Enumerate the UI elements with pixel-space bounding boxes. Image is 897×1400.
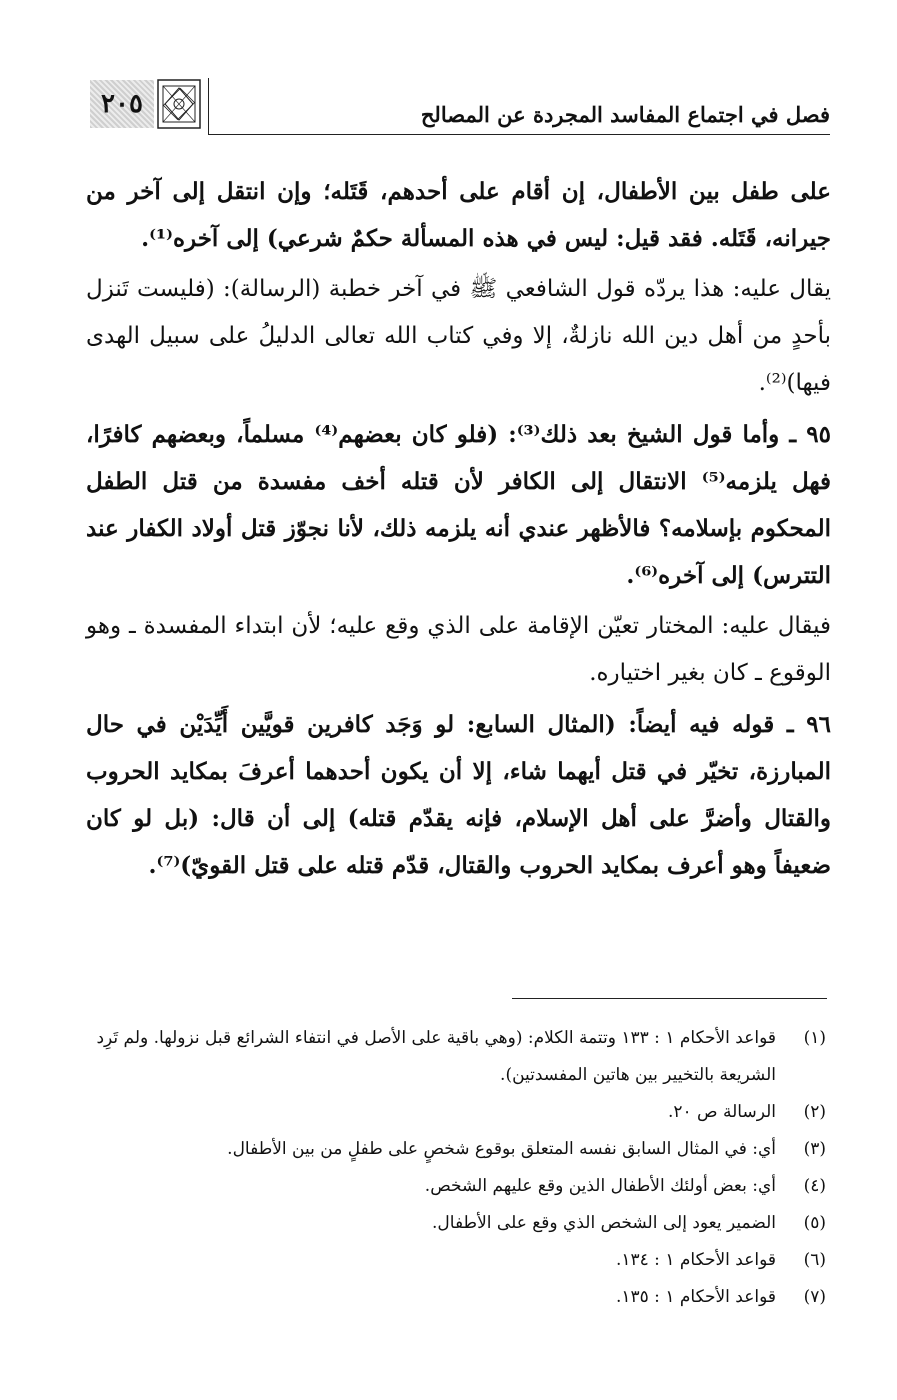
paragraph: ٩٥ ـ وأما قول الشيخ بعد ذلك⁽³⁾: (فلو كان بعضهم⁽⁴⁾ مسلماً، وبعضهم كافرًا، فهل يلزمه⁽⁵⁾ الانتقال إلى الكافر لأن قتله أخف مفسدة من قتل الطفل المحكوم بإسلامه؟ فالأظهر عندي أنه يلزمه ذلك، لأنا نجوّز قتل أولاد الكفار عند التترس) إلى آخره⁽⁶⁾. <box>86 421 832 589</box>
footnote <box>86 1020 826 1094</box>
geometric-ornament-icon <box>156 78 202 130</box>
footnote <box>86 1131 826 1168</box>
footnote-text: قواعد الأحكام ١ : ١٣٤. <box>615 1250 776 1270</box>
footnote-number: (١) <box>803 1028 826 1048</box>
paragraph: يقال عليه: هذا يردّه قول الشافعي ﷺ في آخر خطبة (الرسالة): (فليست تَنزل بأحدٍ من أهل دين الله نازلةٌ، إلا وفي كتاب الله تعالى الدليلُ على سبيل الهدى فيها)⁽²⁾. <box>86 276 831 396</box>
footnote-separator <box>512 998 827 999</box>
header-divider <box>208 78 209 134</box>
main-text <box>86 168 831 893</box>
page-header <box>90 72 830 134</box>
footnote-number: (٥) <box>803 1213 826 1233</box>
footnote-number: (٦) <box>803 1250 826 1270</box>
footnote-number: (٧) <box>803 1287 826 1307</box>
footnote <box>86 1094 826 1131</box>
footnote <box>86 1205 826 1242</box>
footnote-number: (٢) <box>803 1102 826 1122</box>
footnote-number: (٤) <box>803 1176 826 1196</box>
paragraph: على طفل بين الأطفال، إن أقام على أحدهم، قَتَله؛ وإن انتقل إلى آخر من جيرانه، قَتَله. فقد قيل: ليس في هذه المسألة حكمٌ شرعي) إلى آخره⁽¹⁾. <box>86 178 831 252</box>
header-rule <box>208 134 830 135</box>
running-title: فصل في اجتماع المفاسد المجردة عن المصالح <box>420 102 830 127</box>
paragraph: ٩٦ ـ قوله فيه أيضاً: (المثال السابع: لو وَجَد كافرين قويَّين أَيِّدَيْن في حال المبارزة، تخيّر في قتل أيهما شاء، إلا أن يكون أحدهما أعرفَ بمكايد الحروب والقتال وأضرَّ على أهل الإسلام، فإنه يقدّم قتله) إلى أن قال: (بل لو كان ضعيفاً وهو أعرف بمكايد الحروب والقتال، قدّم قتله على قتل القويّ)⁽⁷⁾. <box>86 711 831 879</box>
footnote-text: أي: في المثال السابق نفسه المتعلق بوقوع شخصٍ على طفلٍ من بين الأطفال. <box>227 1139 776 1159</box>
paragraph: فيقال عليه: المختار تعيّن الإقامة على الذي وقع عليه؛ لأن ابتداء المفسدة ـ وهو الوقوع ـ كان بغير اختياره. <box>86 613 831 686</box>
footnote-text: قواعد الأحكام ١ : ١٣٣ وتتمة الكلام: (وهي باقية على الأصل في انتفاء الشرائع قبل نزولها. ولم تَرِد الشريعة بالتخيير بين هاتين المفسدتين). <box>96 1028 776 1085</box>
footnote-text: قواعد الأحكام ١ : ١٣٥. <box>615 1287 776 1307</box>
footnote <box>86 1168 826 1205</box>
footnotes <box>86 1020 826 1316</box>
footnote-number: (٣) <box>803 1139 826 1159</box>
footnote-text: أي: بعض أولئك الأطفال الذين وقع عليهم الشخص. <box>424 1176 776 1196</box>
footnote-text: الضمير يعود إلى الشخص الذي وقع على الأطفال. <box>432 1213 776 1233</box>
footnote <box>86 1242 826 1279</box>
footnote <box>86 1279 826 1316</box>
footnote-text: الرسالة ص ٢٠. <box>667 1102 776 1122</box>
page-number: ٢٠٥ <box>90 80 154 128</box>
